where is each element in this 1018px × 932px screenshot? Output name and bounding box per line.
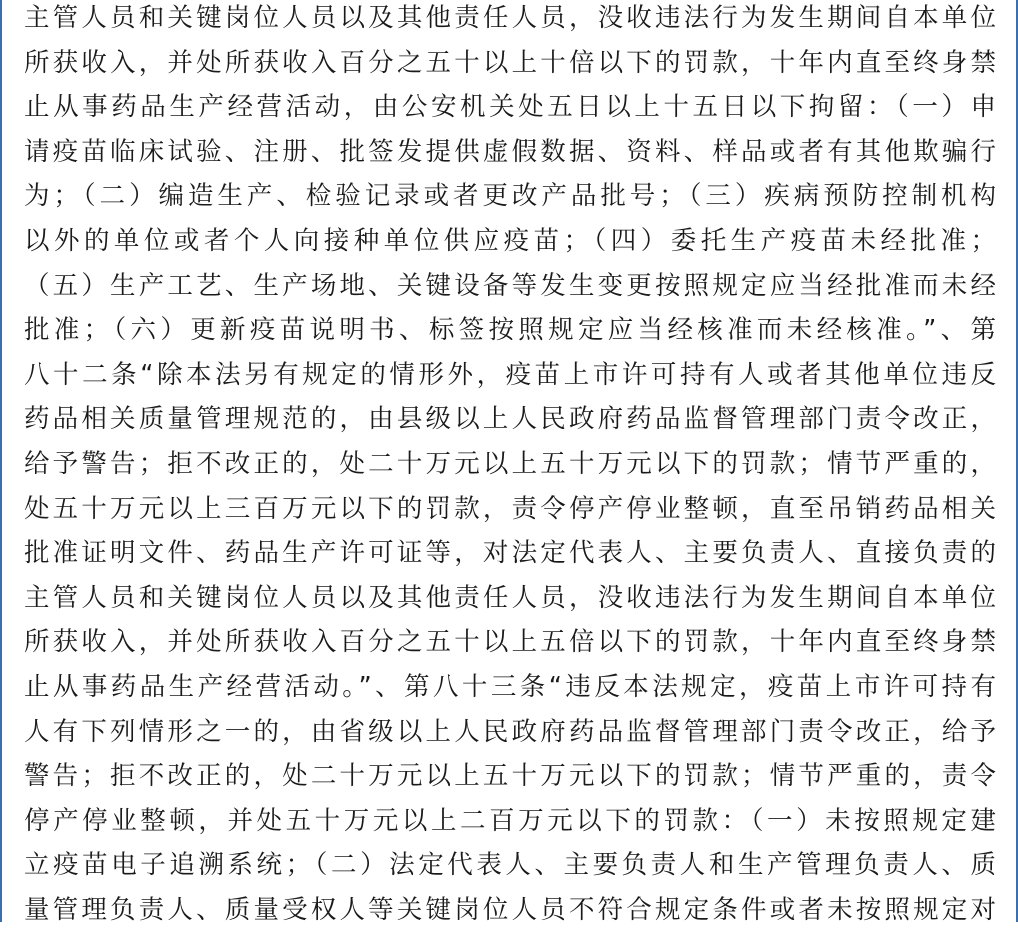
text-line-9: 八十二条“除本法另有规定的情形外，疫苗上市许可持有人或者其他单位违反 (24, 359, 996, 390)
text-line-10: 药品相关质量管理规范的，由县级以上人民政府药品监督管理部门责令改正， (24, 404, 996, 435)
text-line-11: 给予警告；拒不改正的，处二十万元以上五十万元以下的罚款；情节严重的， (24, 448, 996, 479)
text-line-2: 所获收入，并处所获收入百分之五十以上十倍以下的罚款，十年内直至终身禁 (24, 47, 996, 78)
text-line-14: 主管人员和关键岗位人员以及其他责任人员，没收违法行为发生期间自本单位 (24, 582, 996, 613)
text-line-18: 警告；拒不改正的，处二十万元以上五十万元以下的罚款；情节严重的，责令 (24, 761, 996, 792)
text-line-5: 为；（二）编造生产、检验记录或者更改产品批号；（三）疾病预防控制机构 (24, 181, 996, 212)
text-line-4: 请疫苗临床试验、注册、批签发提供虚假数据、资料、样品或者有其他欺骗行 (24, 136, 996, 167)
text-line-1: 主管人员和关键岗位人员以及其他责任人员，没收违法行为发生期间自本单位 (24, 3, 996, 33)
legal-text-block (24, 0, 996, 932)
text-line-6: 以外的单位或者个人向接种单位供应疫苗；（四）委托生产疫苗未经批准； (24, 225, 996, 256)
text-line-13: 批准证明文件、药品生产许可证等，对法定代表人、主要负责人、直接负责的 (24, 538, 996, 569)
text-line-3: 止从事药品生产经营活动，由公安机关处五日以上十五日以下拘留：（一）申 (24, 92, 996, 123)
text-line-19: 停产停业整顿，并处五十万元以上二百万元以下的罚款：（一）未按照规定建 (24, 805, 996, 836)
text-line-12: 处五十万元以上三百万元以下的罚款，责令停产停业整顿，直至吊销药品相关 (24, 493, 996, 524)
text-line-20: 立疫苗电子追溯系统；（二）法定代表人、主要负责人和生产管理负责人、质 (24, 850, 996, 881)
text-line-17: 人有下列情形之一的，由省级以上人民政府药品监督管理部门责令改正，给予 (24, 716, 996, 747)
text-line-15: 所获收入，并处所获收入百分之五十以上五倍以下的罚款，十年内直至终身禁 (24, 627, 996, 658)
text-line-8: 批准；（六）更新疫苗说明书、标签按照规定应当经核准而未经核准。”、第 (24, 315, 996, 346)
text-line-16: 止从事药品生产经营活动。”、第八十三条“违反本法规定，疫苗上市许可持有 (24, 671, 996, 702)
text-line-7: （五）生产工艺、生产场地、关键设备等发生变更按照规定应当经批准而未经 (24, 270, 996, 301)
text-line-21: 量管理负责人、质量受权人等关键岗位人员不符合规定条件或者未按照规定对 (24, 894, 996, 925)
